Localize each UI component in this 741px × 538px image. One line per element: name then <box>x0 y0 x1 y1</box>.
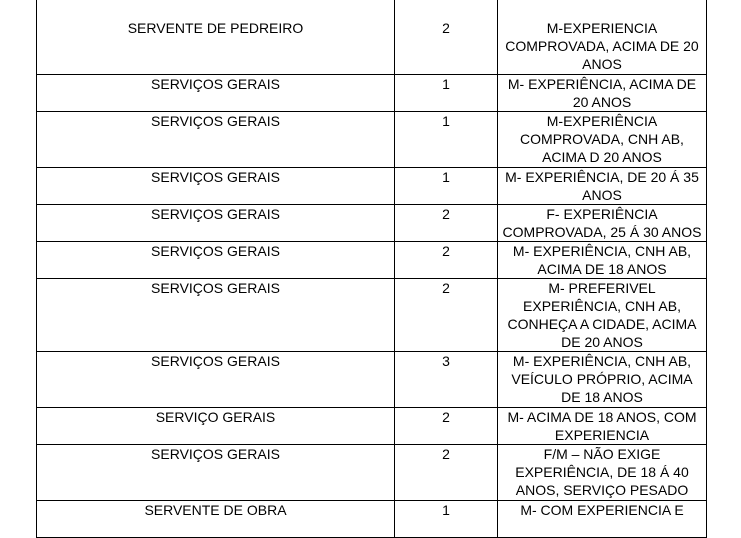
vacancy-count-cell: 2 <box>395 205 498 242</box>
table-row <box>37 408 707 445</box>
job-title-cell: SERVENTE DE OBRA <box>37 501 395 538</box>
requirements-cell: M- EXPERIÊNCIA, ACIMA DE 20 ANOS <box>498 75 707 112</box>
table-row <box>37 279 707 352</box>
table-row <box>37 501 707 538</box>
table-row <box>37 0 707 75</box>
requirements-cell: M- COM EXPERIENCIA E <box>498 501 707 538</box>
requirements-cell: F- EXPERIÊNCIA COMPROVADA, 25 Á 30 ANOS <box>498 205 707 242</box>
requirements-cell: M-EXPERIÊNCIA COMPROVADA, CNH AB, ACIMA D 20 ANOS <box>498 112 707 168</box>
requirements-cell: M- EXPERIÊNCIA, DE 20 Á 35 ANOS <box>498 168 707 205</box>
job-title-cell: SERVIÇOS GERAIS <box>37 205 395 242</box>
job-title-cell: SERVIÇOS GERAIS <box>37 279 395 352</box>
vacancy-count-cell: 1 <box>395 112 498 168</box>
requirements-cell: F/M – NÃO EXIGE EXPERIÊNCIA, DE 18 Á 40 ANOS, SERVIÇO PESADO <box>498 445 707 501</box>
table-row <box>37 352 707 408</box>
requirements-cell: M- EXPERIÊNCIA, CNH AB, ACIMA DE 18 ANOS <box>498 242 707 279</box>
job-vacancies-table <box>36 0 707 538</box>
table-row <box>37 445 707 501</box>
vacancy-count-cell: 2 <box>395 242 498 279</box>
job-title-cell: SERVIÇO GERAIS <box>37 408 395 445</box>
requirements-cell: M- PREFERIVEL EXPERIÊNCIA, CNH AB, CONHEÇA A CIDADE, ACIMA DE 20 ANOS <box>498 279 707 352</box>
document-page <box>36 0 706 538</box>
vacancy-count-cell: 3 <box>395 352 498 408</box>
table-row <box>37 242 707 279</box>
vacancy-count-cell: 1 <box>395 501 498 538</box>
table-row <box>37 205 707 242</box>
job-title-cell: SERVIÇOS GERAIS <box>37 242 395 279</box>
vacancy-count-cell: 2 <box>395 0 498 75</box>
requirements-cell: M- EXPERIÊNCIA, CNH AB, VEÍCULO PRÓPRIO, ACIMA DE 18 ANOS <box>498 352 707 408</box>
table-row <box>37 112 707 168</box>
job-title-cell: SERVIÇOS GERAIS <box>37 445 395 501</box>
vacancy-count-cell: 2 <box>395 279 498 352</box>
vacancy-count-cell: 1 <box>395 168 498 205</box>
job-title-cell: SERVIÇOS GERAIS <box>37 352 395 408</box>
vacancy-count-cell: 1 <box>395 75 498 112</box>
vacancy-count-cell: 2 <box>395 408 498 445</box>
table-row <box>37 168 707 205</box>
job-title-cell: SERVENTE DE PEDREIRO <box>37 0 395 75</box>
job-title-cell: SERVIÇOS GERAIS <box>37 168 395 205</box>
vacancy-count-cell: 2 <box>395 445 498 501</box>
table-row <box>37 75 707 112</box>
requirements-cell: M- ACIMA DE 18 ANOS, COM EXPERIENCIA <box>498 408 707 445</box>
job-title-cell: SERVIÇOS GERAIS <box>37 75 395 112</box>
job-title-cell: SERVIÇOS GERAIS <box>37 112 395 168</box>
requirements-cell: M-EXPERIENCIA COMPROVADA, ACIMA DE 20 ANOS <box>498 0 707 75</box>
